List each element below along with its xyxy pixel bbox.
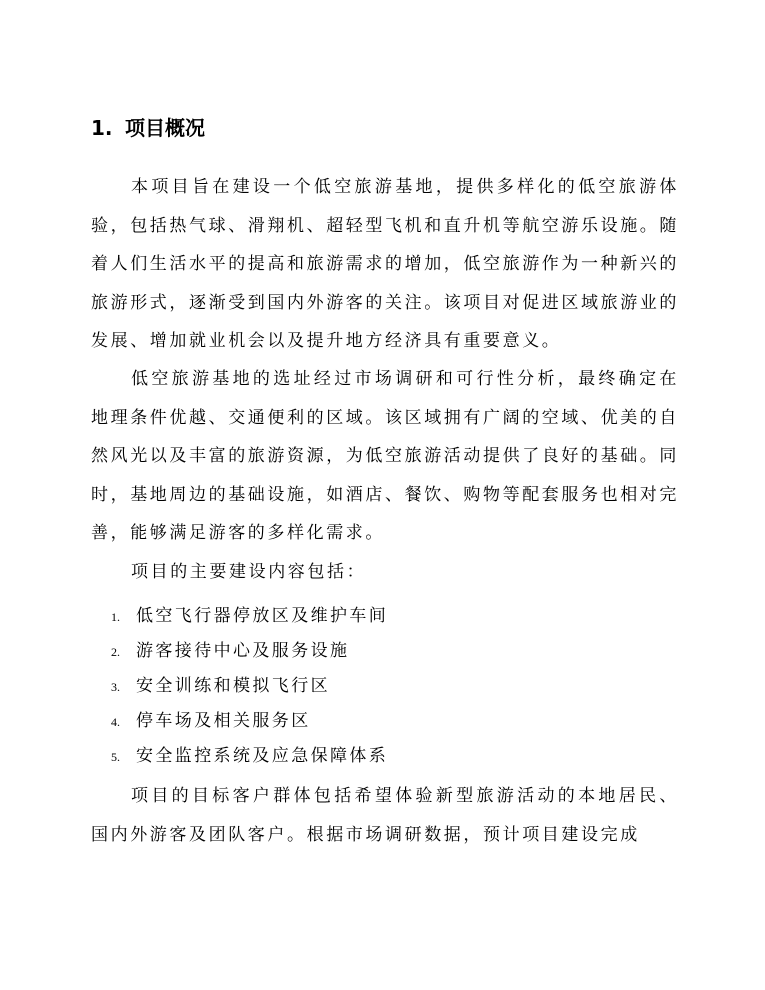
list-item-text: 低空飞行器停放区及维护车间 bbox=[136, 606, 389, 626]
list-item bbox=[91, 739, 679, 774]
section-number: 1. bbox=[91, 116, 113, 140]
paragraph-construction-intro: 项目的主要建设内容包括： bbox=[131, 562, 367, 582]
paragraph-target-customers: 项目的目标客户群体包括希望体验新型旅游活动的本地居民、国内外游客及团队客户。根据市场调研数据，预计项目建设完成 bbox=[91, 786, 679, 845]
list-item bbox=[91, 599, 679, 634]
list-item bbox=[91, 704, 679, 739]
list-item-text: 安全监控系统及应急保障体系 bbox=[136, 746, 389, 766]
list-item bbox=[91, 634, 679, 669]
list-item-number: 5. bbox=[111, 750, 120, 764]
section-title: 项目概况 bbox=[125, 116, 205, 140]
list-item-number: 4. bbox=[111, 715, 120, 729]
list-item-number: 3. bbox=[111, 680, 120, 694]
paragraph-project-overview: 本项目旨在建设一个低空旅游基地，提供多样化的低空旅游体验，包括热气球、滑翔机、超轻型飞机和直升机等航空游乐设施。随着人们生活水平的提高和旅游需求的增加，低空旅游作为一种新兴的旅游形式，逐渐受到国内外游客的关注。该项目对促进区域旅游业的发展、增加就业机会以及提升地方经济具有重要意义。 bbox=[91, 177, 679, 351]
list-item-text: 游客接待中心及服务设施 bbox=[136, 641, 350, 661]
paragraph-site-selection: 低空旅游基地的选址经过市场调研和可行性分析，最终确定在地理条件优越、交通便利的区域。该区域拥有广阔的空域、优美的自然风光以及丰富的旅游资源，为低空旅游活动提供了良好的基础。同时，基地周边的基础设施，如酒店、餐饮、购物等配套服务也相对完善，能够满足游客的多样化需求。 bbox=[91, 369, 679, 543]
list-item-number: 2. bbox=[111, 645, 120, 659]
list-item-number: 1. bbox=[111, 610, 120, 624]
section-heading bbox=[91, 114, 205, 142]
list-item-text: 安全训练和模拟飞行区 bbox=[136, 676, 330, 696]
list-item-text: 停车场及相关服务区 bbox=[136, 711, 311, 731]
list-item bbox=[91, 669, 679, 704]
construction-content-list bbox=[91, 599, 679, 774]
